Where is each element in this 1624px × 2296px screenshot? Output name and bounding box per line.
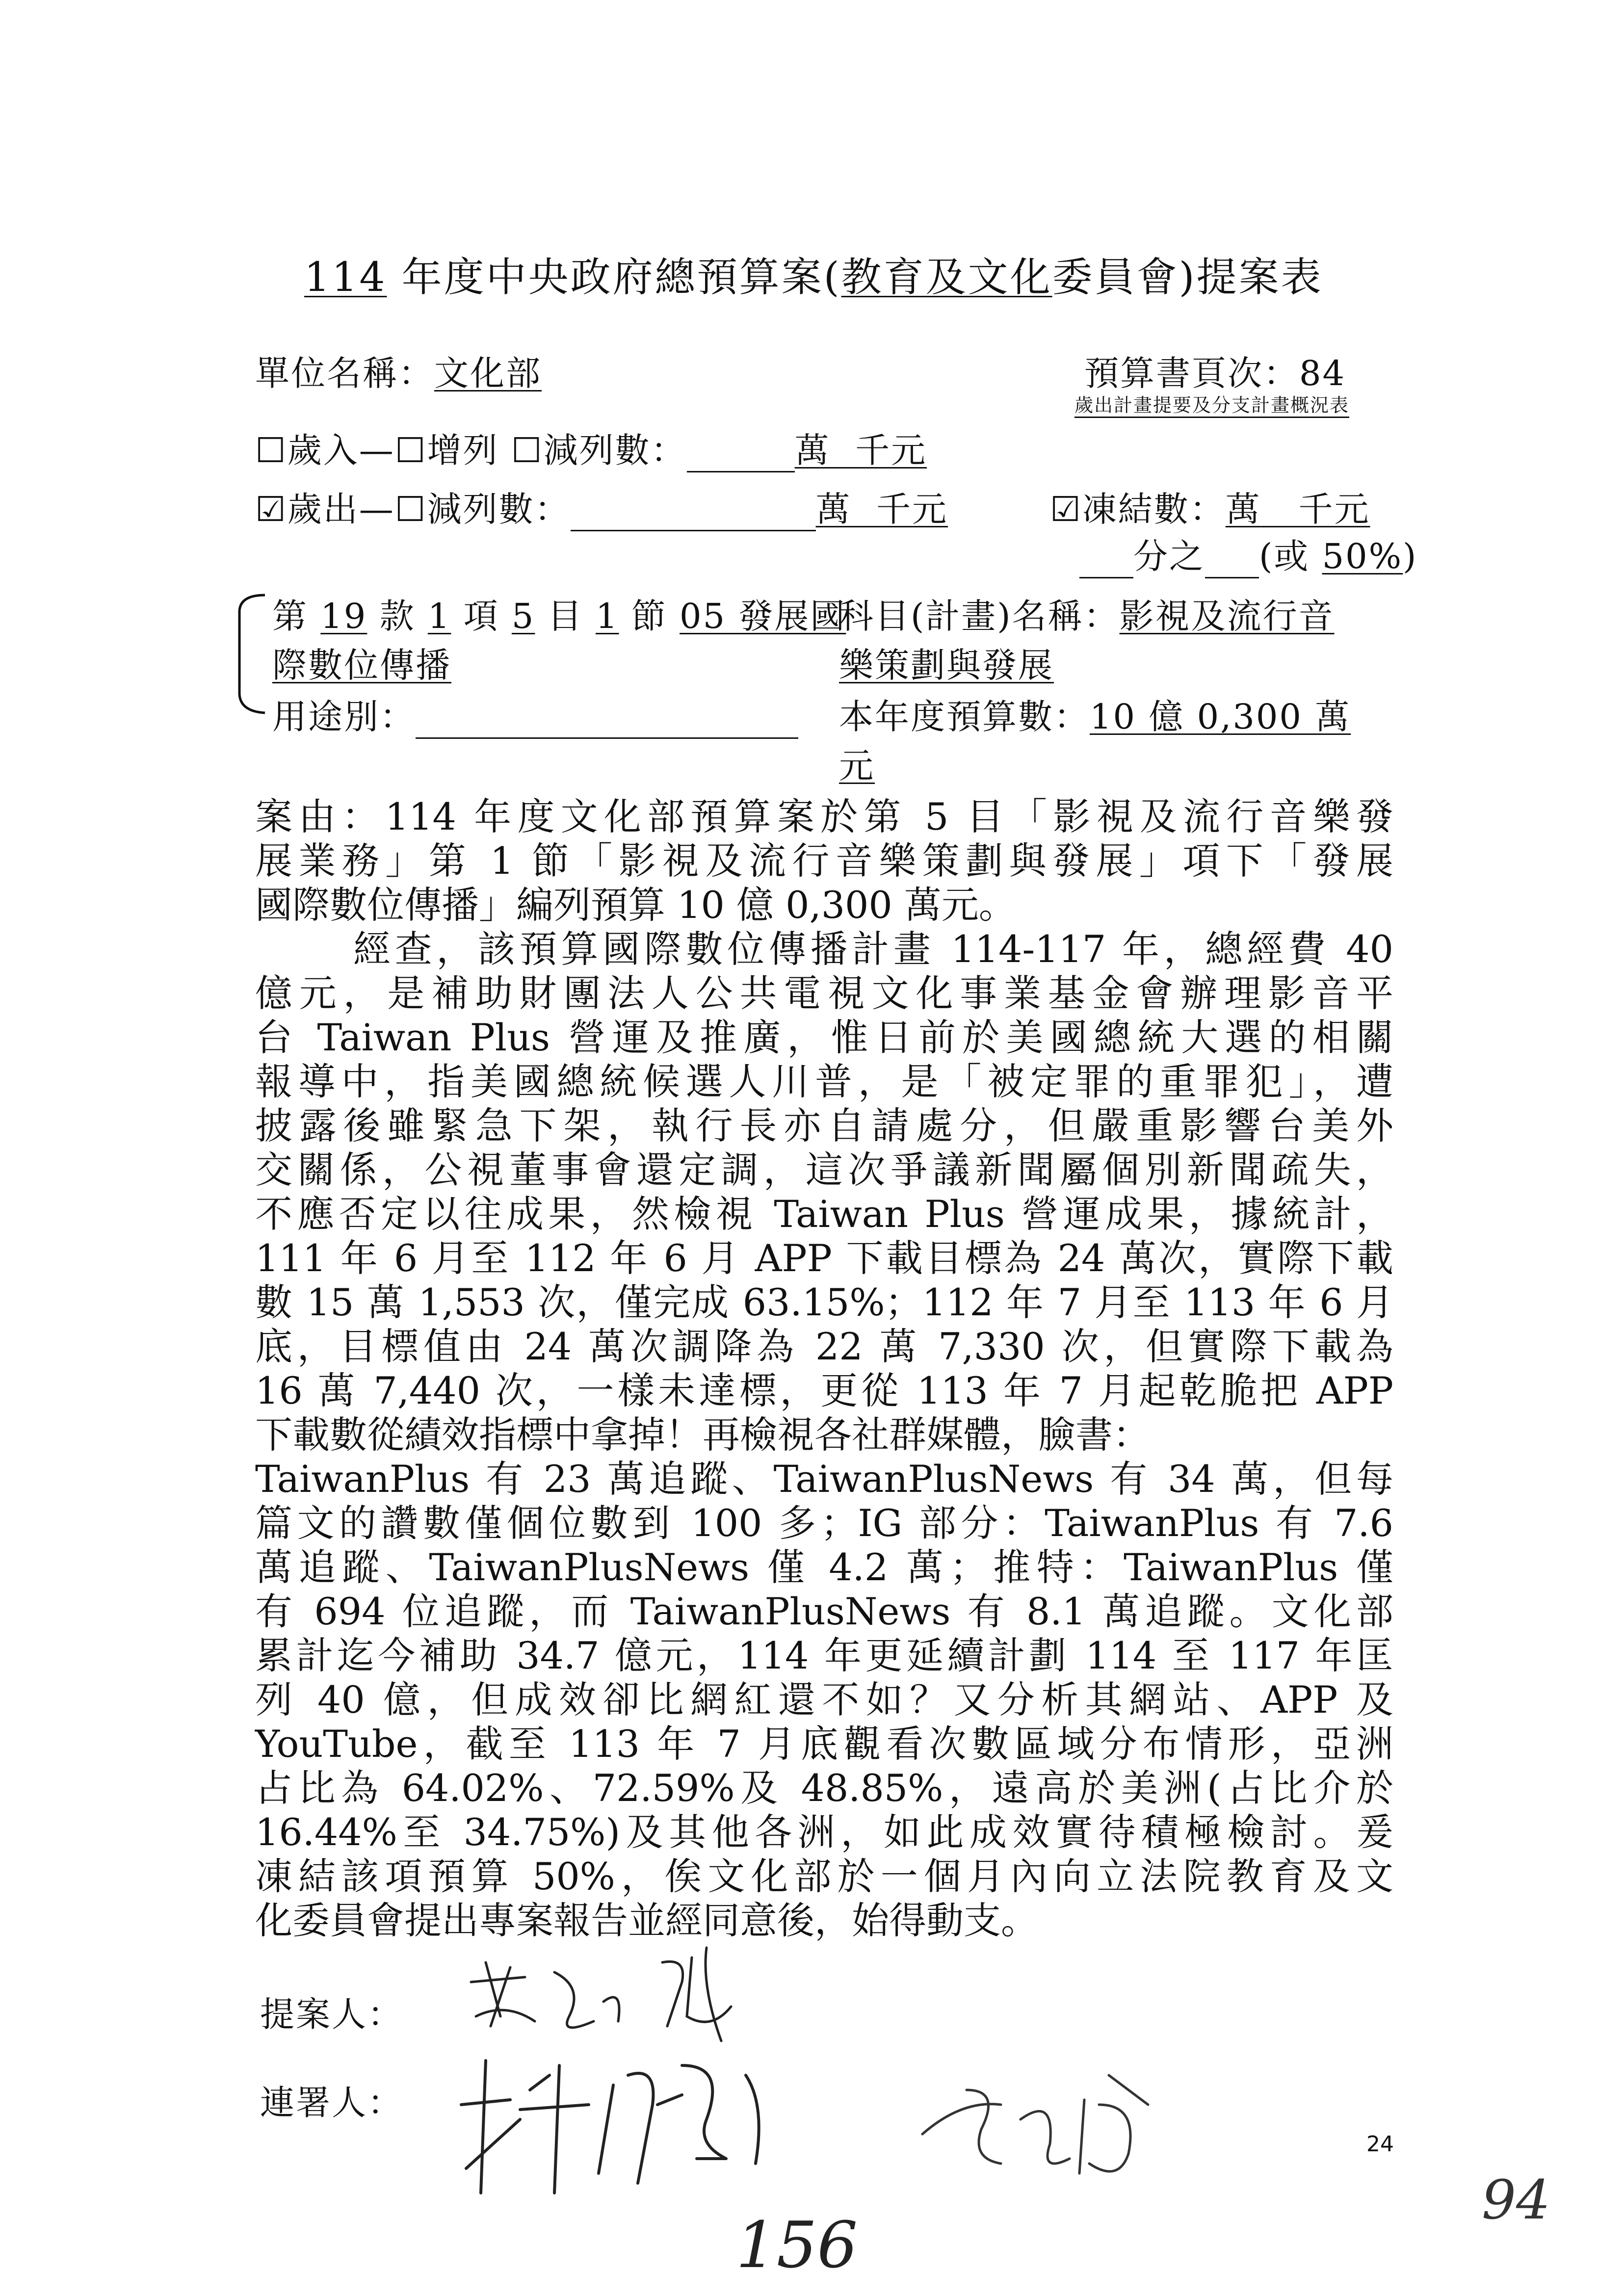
item-code: 05 發展國 (680, 596, 846, 636)
handwritten-number: 94 (1482, 2168, 1550, 2231)
amount-blank[interactable] (571, 499, 816, 531)
body-line: 數 15 萬 1,553 次，僅完成 63.15%；112 年 7 月至 113 年 6 月 (255, 1280, 1393, 1324)
unit-label: 單位名稱： (255, 353, 434, 393)
denominator-blank[interactable] (1205, 547, 1259, 578)
fraction-row (1079, 529, 1417, 578)
usage-row (272, 689, 798, 739)
unit-wan: 萬 (794, 430, 831, 470)
unit-row (255, 346, 1023, 395)
body-line: 凍結該項預算 50%，俟文化部於一個月內向立法院教育及文 (255, 1854, 1393, 1898)
body-line: 下載數從績效指標中拿掉！再檢視各社群媒體，臉書： (255, 1413, 1150, 1457)
body-line: 報導中，指美國總統候選人川普，是「被定罪的重罪犯」，遭 (255, 1060, 1393, 1103)
cosigner-signatures (451, 2046, 1285, 2203)
title-text: 年度中央政府總預算案( (387, 254, 841, 301)
body-line: 億元，是補助財團法人公共電視文化事業基金會辦理影音平 (255, 971, 1393, 1015)
title-committee: 教育及文化 (841, 254, 1052, 301)
page-title (304, 245, 1323, 303)
item-text: 節 (619, 596, 680, 636)
subject-label: 科目(計畫)名稱： (839, 596, 1120, 636)
freeze-percent: 50% (1322, 536, 1403, 576)
body-line: 111 年 6 月至 112 年 6 月 APP 下載目標為 24 萬次，實際下載 (255, 1236, 1393, 1280)
item-kuan: 19 (320, 596, 367, 636)
decrease-label: 減列數： (543, 430, 687, 470)
item-text: 目 (535, 596, 596, 636)
body-line: 16.44%至 34.75%)及其他各洲，如此成效實待積極檢討。爰 (255, 1810, 1393, 1854)
budget-label: 本年度預算數： (839, 697, 1090, 737)
body-line: 不應否定以往成果，然檢視 Taiwan Plus 營運成果，據統計， (255, 1192, 1393, 1236)
title-year: 114 (304, 254, 387, 301)
fraction-close: ) (1403, 536, 1418, 576)
cosigner-label: 連署人： (260, 2083, 403, 2123)
budget-item (272, 589, 846, 638)
unit-thousand: 千元 (1298, 489, 1370, 529)
increase-label: 增列 (427, 430, 499, 470)
body-line: 底，目標值由 24 萬次調降為 22 萬 7,330 次，但實際下載為 (255, 1325, 1393, 1368)
body-line: 案由：114 年度文化部預算案於第 5 目「影視及流行音樂發 (255, 795, 1393, 838)
unit-value: 文化部 (434, 353, 542, 393)
body-line: TaiwanPlus 有 23 萬追蹤、TaiwanPlusNews 有 34 萬，但每 (255, 1457, 1393, 1501)
body-line: 篇文的讚數僅個位數到 100 多；IG 部分：TaiwanPlus 有 7.6 (255, 1501, 1393, 1545)
page-ref-note: 歲出計畫提要及分支計畫概況表 (1074, 394, 1350, 416)
usage-label: 用途別： (272, 697, 416, 737)
subject-value-cont: 樂策劃與發展 (839, 645, 1054, 685)
unit-wan: 萬 (815, 489, 852, 529)
bracket-mark (231, 591, 270, 719)
freeze-checkbox[interactable]: ☑ (1050, 489, 1082, 529)
item-jie: 1 (595, 596, 619, 636)
item-text: 項 (451, 596, 512, 636)
expense-row (255, 482, 948, 531)
decrease-checkbox[interactable]: ☐ (511, 430, 544, 470)
body-line: 累計迄今補助 34.7 億元，114 年更延續計劃 114 至 117 年匡 (255, 1634, 1393, 1677)
expense-checkbox[interactable]: ☑ (255, 489, 288, 529)
unit-wan: 萬 (1225, 489, 1261, 529)
budget-value-cont: 元 (839, 746, 875, 786)
body-line: 列 40 億，但成效卻比網紅還不如？又分析其網站、APP 及 (255, 1678, 1393, 1722)
item-text: 第 (272, 596, 321, 636)
freeze-label: 凍結數： (1082, 489, 1226, 529)
amount-blank[interactable] (687, 441, 795, 472)
title-text-end: 委員會)提案表 (1052, 254, 1323, 301)
page-ref-value: 84 (1299, 353, 1346, 393)
unit-thousand: 千元 (876, 489, 948, 529)
body-line: 展業務」第 1 節「影視及流行音樂策劃與發展」項下「發展 (255, 839, 1393, 883)
fraction-or: (或 (1259, 536, 1322, 576)
handwritten-number-bottom: 156 (736, 2208, 858, 2282)
body-line: 交關係，公視董事會還定調，這次爭議新聞屬個別新聞疏失， (255, 1148, 1393, 1192)
proposer-label: 提案人： (260, 1994, 403, 2035)
page-ref-label: 預算書頁次： (1084, 353, 1299, 393)
subject-value: 影視及流行音 (1119, 596, 1335, 636)
item-xiang: 1 (427, 596, 451, 636)
numerator-blank[interactable] (1079, 547, 1133, 578)
expense-decrease-checkbox[interactable]: ☐ (394, 489, 427, 529)
body-line: 16 萬 7,440 次，一樣未達標，更從 113 年 7 月起乾脆把 APP (255, 1369, 1393, 1412)
expense-label: 歲出— (287, 489, 395, 529)
budget-value: 10 億 0,300 萬 (1090, 697, 1351, 737)
proposer-signature (456, 1943, 849, 2051)
revenue-checkbox[interactable]: ☐ (255, 430, 288, 470)
fraction-label: 分之 (1133, 536, 1205, 576)
expense-decrease-label: 減列數： (427, 489, 571, 529)
body-line: 披露後雖緊急下架，執行長亦自請處分，但嚴重影響台美外 (255, 1104, 1393, 1148)
body-line: 國際數位傳播」編列預算 10 億 0,300 萬元。 (255, 883, 1016, 927)
body-line: YouTube，截至 113 年 7 月底觀看次數區域分布情形，亞洲 (255, 1722, 1393, 1766)
revenue-label: 歲入— (287, 430, 395, 470)
page-ref (1084, 346, 1346, 395)
budget-row (839, 689, 1351, 739)
body-line: 台 Taiwan Plus 營運及推廣，惟日前於美國總統大選的相關 (255, 1016, 1393, 1059)
usage-blank[interactable] (416, 707, 798, 739)
page-number: 24 (1366, 2132, 1394, 2157)
budget-item-cont: 際數位傳播 (272, 645, 451, 685)
subject-row (839, 589, 1335, 638)
increase-checkbox[interactable]: ☐ (394, 430, 427, 470)
body-line: 有 694 位追蹤，而 TaiwanPlusNews 有 8.1 萬追蹤。文化部 (255, 1590, 1393, 1633)
unit-thousand: 千元 (855, 430, 927, 470)
body-line: 經查，該預算國際數位傳播計畫 114-117 年，總經費 40 (353, 927, 1393, 971)
body-line: 萬追蹤、TaiwanPlusNews 僅 4.2 萬；推特：TaiwanPlus 僅 (255, 1545, 1393, 1589)
body-line: 化委員會提出專案報告並經同意後，始得動支。 (255, 1899, 1038, 1942)
revenue-row (255, 423, 927, 472)
item-text: 款 (367, 596, 428, 636)
body-line: 占比為 64.02%、72.59%及 48.85%，遠高於美洲(占比介於 (255, 1766, 1393, 1810)
freeze-row (1050, 482, 1370, 531)
item-mu: 5 (511, 596, 535, 636)
